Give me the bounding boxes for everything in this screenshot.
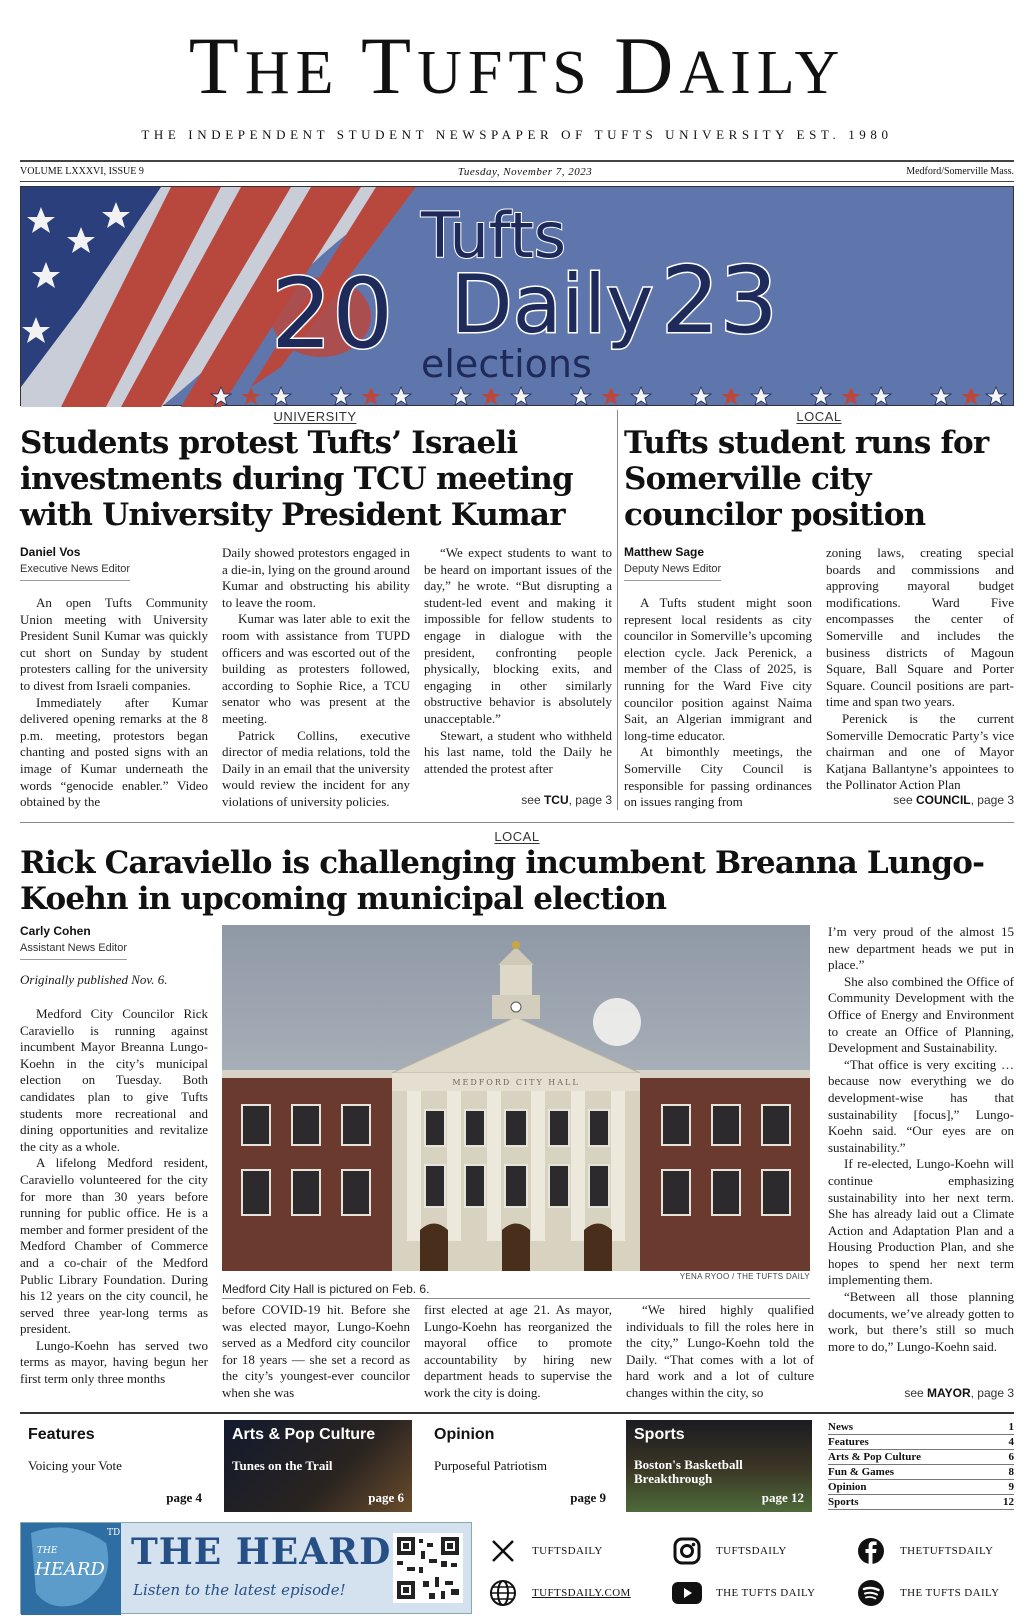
toc-item[interactable]	[828, 1420, 1014, 1435]
jump-page: , page 3	[970, 1386, 1014, 1400]
teaser-title: Features	[28, 1426, 95, 1443]
podcast-logo	[21, 1523, 121, 1615]
column-divider	[617, 410, 618, 810]
teaser-description: Tunes on the Trail	[232, 1458, 333, 1473]
paragraph: Patrick Collins, executive director of media relations, told the Daily in an email that the university would review the incident for any violations of university policies.	[222, 727, 410, 809]
photo-caption: Medford City Hall is pictured on Feb. 6.	[222, 1282, 430, 1296]
jump-prefix: see	[893, 793, 916, 807]
paragraph: zoning laws, creating special boards and commissions and approving mayoral budget modifications. Ward Five encompasses the center of Somerville and includes the business districts of Magoun Square, Ball Square and Porter Square. Council positions are part-time and span two years.	[826, 545, 1014, 710]
teaser-description: Boston's Basketball Breakthrough	[634, 1457, 743, 1486]
x-handle: TUFTSDAILY	[532, 1545, 603, 1557]
paragraph: A Tufts student might soon represent local residents as city councilor in Somerville’s upcoming election cycle. Jack Perenick, a member of the Class of 2025, is running for the Ward Five city councilor position against Naima Sait, an Algerian immigrant and long-time educator.	[624, 595, 812, 743]
masthead	[0, 20, 1034, 143]
volume-issue: VOLUME LXXXVI, ISSUE 9	[20, 166, 144, 177]
toc-page: 1	[1008, 1421, 1014, 1433]
story3-column-3	[424, 1302, 612, 1402]
story1-column-2	[222, 545, 410, 807]
social-spotify[interactable]	[856, 1578, 999, 1608]
toc-item[interactable]	[828, 1450, 1014, 1465]
paragraph: “We hired highly qualified individuals to fill the roles here in the city,” Lungo-Koehn told the Daily. “That comes with a lot of hard work and a lot of culture changes within the city, so	[626, 1302, 814, 1400]
website-link[interactable]: TUFTSDAILY.COM	[532, 1587, 631, 1599]
photo-sign-text: MEDFORD CITY HALL	[452, 1078, 580, 1087]
story1-column-1	[20, 595, 208, 810]
story3-headline[interactable]: Rick Caraviello is challenging incumbent Breanna Lungo-Koehn in upcoming municipal election	[20, 845, 985, 917]
title-small-caps: HE	[244, 39, 361, 107]
podcast-subtitle: Listen to the latest episode!	[133, 1581, 346, 1599]
paragraph: Immediately after Kumar delivered opening remarks at the 8 p.m. meeting, protestors began chanting and posted signs with an image of Kumar underneath the words “genocide enabler.” Video obtained by the	[20, 694, 208, 810]
jump-keyword: TCU	[543, 793, 569, 807]
teaser-page: page 12	[761, 1490, 804, 1505]
story2-column-2	[826, 545, 1014, 793]
podcast-promo[interactable]	[20, 1522, 472, 1614]
banner-art	[21, 187, 1015, 407]
story2-byline	[624, 545, 812, 581]
globe-icon	[488, 1578, 518, 1608]
story3-section-label[interactable]: LOCAL	[494, 829, 540, 844]
story2-column-1	[624, 595, 812, 810]
jump-prefix: see	[521, 793, 544, 807]
author-name[interactable]: Daniel Vos	[20, 545, 81, 559]
logo-td-text: TD	[107, 1528, 121, 1538]
paragraph: Stewart, a student who withheld his last name, told the Daily he attended the protest after	[424, 727, 612, 776]
jump-page: , page 3	[970, 793, 1014, 807]
qr-code-icon[interactable]	[393, 1533, 463, 1603]
city-hall-photo[interactable]	[222, 925, 810, 1271]
story1-section-label[interactable]: UNIVERSITY	[273, 409, 357, 424]
toc-page: 9	[1008, 1481, 1014, 1493]
title-small-caps: AILY	[679, 39, 846, 107]
podcast-title: THE HEARD	[131, 1531, 392, 1573]
instagram-icon	[672, 1536, 702, 1566]
photo-illustration	[222, 925, 810, 1271]
story3-column-2	[222, 1302, 410, 1402]
facebook-icon	[856, 1536, 886, 1566]
story3-jump-link[interactable]	[828, 1386, 1014, 1400]
instagram-handle: TUFTSDAILY	[716, 1545, 787, 1557]
paragraph: Medford City Councilor Rick Caraviello is running against incumbent Mayor Breanna Lungo-Koehn in the city’s municipal election on Tuesday. Both candidates plan to give Tufts students more recreational and dining opportunities and revitalize the city as a whole.	[20, 1006, 208, 1154]
newspaper-title	[0, 20, 1034, 119]
photo-credit: YENA RYOO / THE TUFTS DAILY	[679, 1272, 810, 1281]
jump-prefix: see	[904, 1386, 928, 1400]
banner-daily-text: Daily	[451, 258, 654, 351]
author-role: Executive News Editor	[20, 563, 130, 581]
teaser-opinion[interactable]	[426, 1420, 614, 1512]
author-name[interactable]: Carly Cohen	[20, 924, 91, 938]
story2-section-label[interactable]: LOCAL	[796, 409, 842, 424]
social-x[interactable]	[488, 1536, 603, 1566]
toc-page: 12	[1003, 1496, 1014, 1508]
toc-label: Sports	[828, 1496, 859, 1508]
toc-label: Opinion	[828, 1481, 867, 1493]
logo-heard-text: HEARD	[35, 1559, 105, 1580]
table-of-contents	[828, 1420, 1014, 1510]
story3-column-1	[20, 1006, 208, 1400]
banner-right-number: 23	[661, 247, 779, 354]
banner-elections-text: elections	[421, 342, 592, 386]
jump-page: , page 3	[568, 793, 612, 807]
paragraph: An open Tufts Community Union meeting with University President Sunil Kumar was quickly cut short on Sunday by student protesters calling for the university to divest from Israeli companies.	[20, 595, 208, 693]
teaser-title: Sports	[634, 1426, 685, 1443]
story2-jump-link[interactable]	[826, 793, 1014, 807]
teaser-features[interactable]	[20, 1420, 210, 1512]
story3-note	[20, 972, 208, 992]
toc-item[interactable]	[828, 1435, 1014, 1450]
author-role: Deputy News Editor	[624, 563, 721, 581]
paragraph: A lifelong Medford resident, Caraviello volunteered for the city for more than 30 years before running for public office. He is a member and former president of the Medford Chamber of Commerce and a co-chair of the Medford Public Library Foundation. During his 12 years on the city council, he served three year-long terms as president.	[20, 1155, 208, 1337]
paragraph: If re-elected, Lungo-Koehn will continue emphasizing sustainability into her next term. She has already laid out a Climate Action and Adaptation Plan and a Housing Production Plan, and she hopes to spend her next term implementing them.	[828, 1156, 1014, 1288]
title-letter: T	[188, 20, 245, 111]
spotify-handle: THE TUFTS DAILY	[900, 1587, 1000, 1599]
youtube-handle: THE TUFTS DAILY	[716, 1587, 816, 1599]
toc-item[interactable]	[828, 1480, 1014, 1495]
teaser-arts[interactable]	[224, 1420, 412, 1512]
spotify-icon	[856, 1578, 886, 1608]
story1-headline[interactable]: Students protest Tufts’ Israeli investments during TCU meeting with University President Kumar	[20, 425, 573, 533]
teaser-title: Arts & Pop Culture	[232, 1426, 376, 1443]
teaser-description: Voicing your Vote	[28, 1458, 122, 1473]
toc-label: Arts & Pop Culture	[828, 1451, 921, 1463]
social-instagram[interactable]	[672, 1536, 787, 1566]
jump-keyword: MAYOR	[927, 1386, 971, 1400]
logo-the-text: THE	[37, 1546, 58, 1556]
paragraph: At bimonthly meetings, the Somerville City Council is responsible for passing ordinances on issues ranging from	[624, 744, 812, 810]
section-divider	[20, 1412, 1014, 1414]
issue-date: Tuesday, November 7, 2023	[457, 165, 593, 178]
social-youtube[interactable]	[672, 1578, 815, 1608]
paragraph: Daily showed protestors engaged in a die-in, lying on the ground around Kumar and obstructing his ability to leave the room.	[222, 545, 410, 610]
author-name[interactable]: Matthew Sage	[624, 545, 705, 559]
paragraph: “That office is very exciting … because now everything we do development-wise has that sustainability [focus],” Lungo-Koehn said. “Our eyes are on sustainability.”	[828, 1056, 1014, 1155]
teaser-page: page 6	[368, 1490, 404, 1505]
facebook-handle: THETUFTSDAILY	[900, 1545, 994, 1557]
youtube-icon	[672, 1578, 702, 1608]
publication-note: Originally published Nov. 6.	[20, 972, 168, 987]
paragraph: “We expect students to want to be heard on important issues of the day,” he wrote. “But disrupting a student-led event and making it impossible for fellow students to engage in dialogue with the president, confronting people physically, blocking exits, and engaging in other similarly obstructive behavior is absolutely unacceptable.”	[424, 545, 612, 726]
elections-banner	[20, 186, 1014, 406]
title-small-caps: UFTS	[417, 39, 615, 107]
teaser-description: Purposeful Patriotism	[434, 1458, 548, 1473]
toc-item[interactable]	[828, 1465, 1014, 1480]
teaser-page: page 4	[166, 1490, 202, 1505]
story1-jump-link[interactable]	[424, 793, 612, 807]
caption-divider	[222, 1298, 810, 1299]
title-letter: D	[614, 20, 680, 111]
toc-page: 6	[1008, 1451, 1014, 1463]
section-divider	[20, 822, 1014, 823]
toc-label: Features	[828, 1436, 869, 1448]
paragraph: Kumar was later able to exit the room with assistance from TUPD officers and was escorted out of the building as protesters followed, according to Sophie Rice, a TCU senator who was present at the meeting.	[222, 611, 410, 726]
paragraph: first elected at age 21. As mayor, Lungo-Koehn has reorganized the mayoral office to promote accountability by hiring new department heads to supervise the work the city is doing.	[424, 1302, 612, 1400]
x-icon	[488, 1536, 518, 1566]
toc-page: 4	[1008, 1436, 1014, 1448]
teaser-title: Opinion	[434, 1426, 495, 1443]
location: Medford/Somerville Mass.	[906, 166, 1014, 177]
story3-byline	[20, 924, 208, 960]
teaser-page: page 9	[570, 1490, 606, 1505]
paragraph: Lungo-Koehn has served two terms as mayor, having begun her first term only three months	[20, 1337, 208, 1387]
story3-column-5	[828, 924, 1014, 1378]
banner-left-number: 20	[271, 258, 394, 370]
story3-column-4	[626, 1302, 814, 1402]
toc-item[interactable]	[828, 1495, 1014, 1510]
jump-keyword: COUNCIL	[915, 793, 971, 807]
title-letter: T	[360, 20, 418, 111]
toc-label: News	[828, 1421, 854, 1433]
paragraph: before COVID-19 hit. Before she was elected mayor, Lungo-Koehn served as a Medford city councilor for 18 years — she set a record as the city’s youngest-ever councilor when she was	[222, 1302, 410, 1400]
teaser-sports[interactable]	[626, 1420, 812, 1512]
toc-label: Fun & Games	[828, 1466, 894, 1478]
paragraph: I’m very proud of the almost 15 new department heads we put in place.”	[828, 924, 1014, 973]
paragraph: Perenick is the current Somerville Democratic Party’s vice chairman and one of Mayor Katjana Ballantyne’s appointees to the Pollinator Action Plan	[826, 710, 1014, 793]
social-facebook[interactable]	[856, 1536, 993, 1566]
story1-byline	[20, 545, 208, 581]
newspaper-tagline: THE INDEPENDENT STUDENT NEWSPAPER OF TUFTS UNIVERSITY EST. 1980	[141, 127, 893, 142]
banner-tufts-text: Tufts	[421, 199, 567, 272]
paragraph: She also combined the Office of Community Development with the Office of Energy and Environment to create an Office of Planning, Development and Sustainability.	[828, 973, 1014, 1056]
story2-headline[interactable]: Tufts student runs for Somerville city councilor position	[624, 425, 989, 533]
paragraph: “Between all those planning documents, we’ve already gotten to work, but there’s still so much more to do,” Lungo-Koehn said.	[828, 1289, 1014, 1354]
social-website[interactable]	[488, 1578, 631, 1608]
story1-column-3	[424, 545, 612, 779]
author-role: Assistant News Editor	[20, 942, 127, 960]
toc-page: 8	[1008, 1466, 1014, 1478]
dateline-bar	[20, 160, 1014, 182]
